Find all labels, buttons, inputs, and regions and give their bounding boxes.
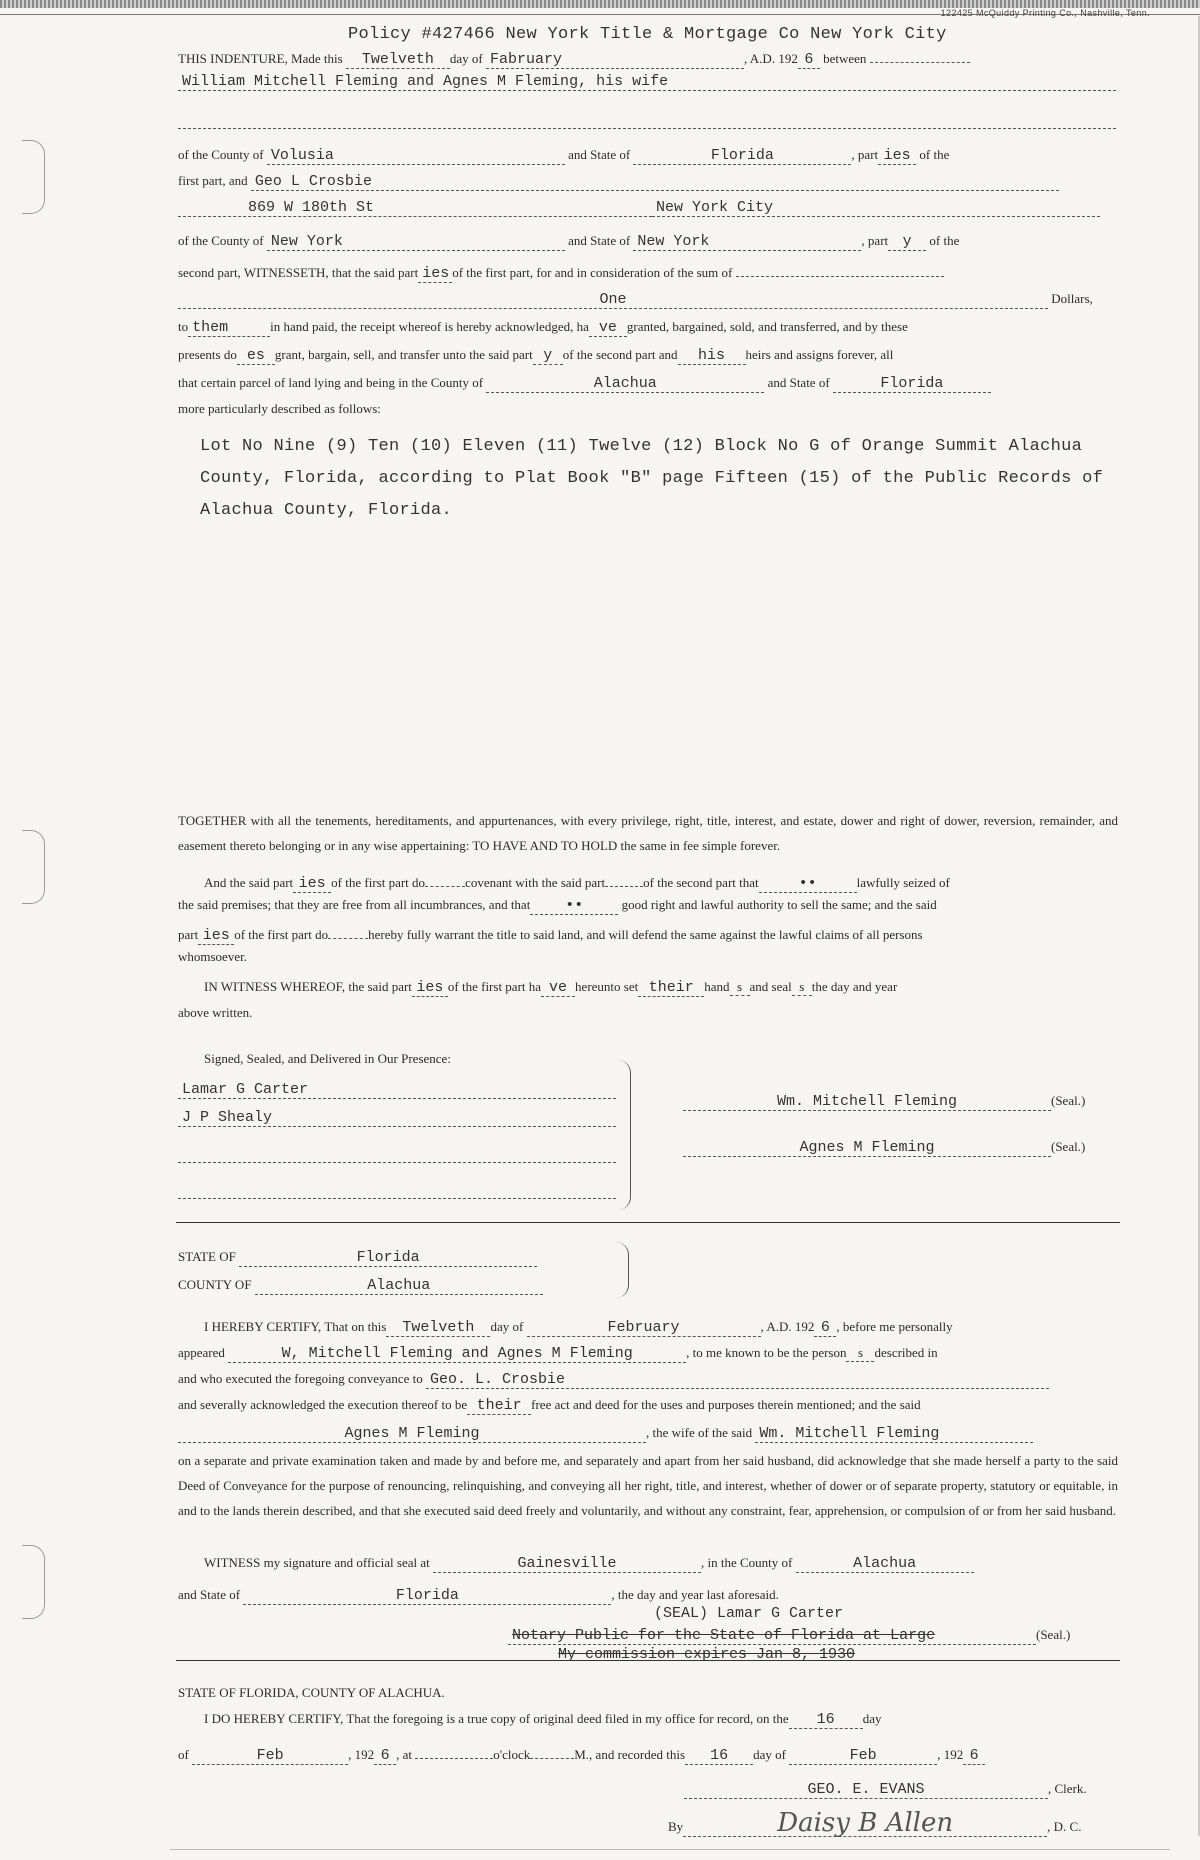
notary-seal-mark: (Seal.) <box>1036 1627 1071 1642</box>
meridian-blank <box>530 1742 574 1759</box>
filed-year-field: 6 <box>374 1748 396 1765</box>
ack-state2-field: Florida <box>243 1588 611 1605</box>
have-suffix-field: ve <box>589 320 627 337</box>
ack-county-field: Alachua <box>255 1278 543 1295</box>
grantor-county-line <box>178 146 1118 165</box>
grantor-state-field: Florida <box>633 148 851 165</box>
executed-to-label: and who executed the foregoing conveyance to <box>178 1371 423 1386</box>
clerk-line <box>684 1780 1118 1799</box>
together-clause: TOGETHER with all the tenements, hereditaments, and appurtenances, with every privilege, right, title, interest, and estate, dower and right of dower, reversion, remainder, and easement thereto belonging or in any wise appertaining: TO HAVE AND TO HOLD the same in fee simple forever. <box>178 813 1118 853</box>
hands-suffix: s <box>730 979 750 996</box>
parties-suffix-field: ies <box>418 266 452 283</box>
blank-line <box>178 112 1118 133</box>
covenant-parties-suffix: ies <box>293 876 331 893</box>
recording-date-line <box>178 1742 1118 1765</box>
separate-examination-text: on a separate and private examination taken and made by and before me, and separately and apart from her said husband, did acknowledge that she made herself a party to the said Deed of Conveyance for the purpose of renouncing, relinquishing, and conveying all her right, title, and interest, whether of dower or of separate property, statutory or equitable, in and to the lands therein described, and that she executed said deed freely and voluntarily, and without any constraint, fear, apprehension, or compulsion of or from her said husband. <box>178 1453 1118 1518</box>
day-year-label: the day and year <box>811 979 898 994</box>
free-act-label: free act and deed for the uses and purposes therein mentioned; and the said <box>531 1397 921 1412</box>
notary-title-line <box>508 1626 1118 1645</box>
recording-heading: STATE OF FLORIDA, COUNTY OF ALACHUA. <box>178 1685 445 1700</box>
heirs-text: heirs and assigns forever, all <box>745 347 894 362</box>
part-blank <box>605 870 643 887</box>
ack-day-field: Twelveth <box>386 1320 490 1337</box>
ack-county2-field: Alachua <box>796 1556 974 1573</box>
witness-parties-suffix: ies <box>412 980 448 997</box>
recorded-day-field: 16 <box>685 1748 753 1765</box>
ack-year-field: 6 <box>814 1320 836 1337</box>
hour-blank <box>415 1742 493 1759</box>
authority-blank: •• <box>530 898 618 915</box>
ack-ad-label: , A.D. 192 <box>760 1319 815 1334</box>
indenture-year-field: 6 <box>798 52 820 69</box>
grantee-city-field: New York City <box>652 200 1100 217</box>
signer-2-line <box>683 1138 1113 1157</box>
seals-suffix: s <box>792 979 812 996</box>
grantee-county-field: New York <box>267 234 565 251</box>
ack-day-of-label: day of <box>490 1319 524 1334</box>
grantee-county-line <box>178 232 1118 251</box>
consideration-blank <box>736 260 944 277</box>
presence-line: Signed, Sealed, and Delivered in Our Presence: <box>204 1051 451 1066</box>
ack-state2-line <box>178 1586 1118 1605</box>
ack-executed-line <box>178 1370 1118 1389</box>
commission-line: My commission expires Jan 8, 1930 <box>558 1646 856 1663</box>
grantor-names-field: William Mitchell Fleming and Agnes M Fleming, his wife <box>178 74 1116 91</box>
page-bottom-edge <box>170 1849 1170 1850</box>
filed-month-field: Feb <box>192 1748 348 1765</box>
witness-sig-label: WITNESS my signature and official seal at <box>204 1555 430 1570</box>
ack-witness-line <box>204 1554 1144 1573</box>
indenture-day-field: Twelveth <box>346 52 450 69</box>
part-label-2: , part <box>861 233 889 248</box>
seal-label: and seal <box>749 979 792 994</box>
recording-certify-label: I DO HEREBY CERTIFY, That the foregoing is a true copy of original deed filed in my office for record, on the <box>204 1711 789 1726</box>
notary-title-field: Notary Public for the State of Florida at Large <box>508 1628 1036 1645</box>
of-the-label: of the <box>919 147 950 162</box>
ack-wife-line <box>178 1424 1118 1443</box>
by-label: By <box>668 1819 684 1834</box>
first-part-label: first part, and <box>178 173 248 188</box>
hand-label: hand <box>704 979 730 994</box>
grantor-names-line <box>178 72 1118 91</box>
presents-line <box>178 346 1118 365</box>
whomsoever-line <box>178 948 1118 965</box>
between-label: between <box>823 51 867 66</box>
witnesseth-label: second part, WITNESSETH, that the said part <box>178 265 419 280</box>
recorded-label: M., and recorded this <box>574 1747 686 1762</box>
indenture-month-field: Fabruary <box>486 52 744 69</box>
premises-label: the said premises; that they are free from all incumbrances, and that <box>178 897 531 912</box>
part-prefix-label: part <box>178 927 199 942</box>
land-state-field: Florida <box>833 376 991 393</box>
hereunto-label: hereunto set <box>575 979 639 994</box>
notary-seal-line: (SEAL) Lamar G Carter <box>654 1605 844 1622</box>
covenant-line <box>204 870 1144 893</box>
seized-blank: •• <box>759 876 857 893</box>
grantee-state-field: New York <box>633 234 861 251</box>
ack-severally-line <box>178 1396 1118 1415</box>
legal-description-line: County, Florida, according to Plat Book "B" page Fifteen (15) of the Public Records of <box>200 469 1104 488</box>
deputy-line <box>668 1810 1118 1837</box>
ack-state-field: Florida <box>239 1250 537 1267</box>
policy-line: Policy #427466 New York Title & Mortgage Co New York City <box>348 25 947 44</box>
certify-label: I HEREBY CERTIFY, That on this <box>204 1319 387 1334</box>
at-label: , at <box>396 1747 412 1762</box>
and-state-label: and State of <box>178 1587 241 1602</box>
paid-to-line <box>178 318 1118 337</box>
warrant-do-blank <box>328 922 368 939</box>
above-written-line <box>178 1004 1118 1021</box>
recorded-day-of-label: day of <box>753 1747 786 1762</box>
paid-to-field: them <box>188 320 270 337</box>
witness-have-suffix: ve <box>541 980 575 997</box>
land-county-field: Alachua <box>486 376 764 393</box>
before-me-label: , before me personally <box>836 1319 953 1334</box>
husband-name-field: Wm. Mitchell Fleming <box>755 1426 1033 1443</box>
ack-county-label: COUNTY OF <box>178 1277 252 1292</box>
punch-hole-middle <box>22 830 45 904</box>
indenture-label: THIS INDENTURE, Made this <box>178 51 343 66</box>
signer-1-line <box>683 1092 1113 1111</box>
ack-certify-line <box>204 1318 1144 1337</box>
legal-description-line: Alachua County, Florida. <box>200 501 453 520</box>
granted-label: granted, bargained, sold, and transferred, and by these <box>626 319 908 334</box>
grantee-address-field: 869 W 180th St <box>178 200 652 217</box>
witness-blank <box>178 1146 616 1163</box>
county-label-2: of the County of <box>178 233 264 248</box>
ad-label: , A.D. 192 <box>744 51 798 66</box>
recorded-month-field: Feb <box>789 1748 937 1765</box>
parcel-line <box>178 374 1118 393</box>
appeared-label: appeared <box>178 1345 225 1360</box>
seal-mark: (Seal.) <box>1051 1093 1086 1108</box>
do-blank <box>425 870 465 887</box>
does-suffix-field: es <box>237 348 275 365</box>
grantor-county-field: Volusia <box>267 148 565 165</box>
ack-appeared-line <box>178 1344 1118 1363</box>
witness-signature: Lamar G Carter <box>178 1082 616 1099</box>
known-label: , to me known to be the person <box>686 1345 847 1360</box>
printer-imprint: 122425 McQuiddy Printing Co., Nashville, Tenn. <box>940 8 1150 18</box>
warrant-parties-suffix: ies <box>198 928 234 945</box>
clerk-name-field: GEO. E. EVANS <box>684 1782 1048 1799</box>
section-divider <box>176 1222 1120 1223</box>
described-line: more particularly described as follows: <box>178 401 381 416</box>
covenant-line-2 <box>178 896 1118 915</box>
above-written-label: above written. <box>178 1005 253 1020</box>
lawfully-label: lawfully seized of <box>856 875 950 890</box>
recorded-year-prefix: , 192 <box>937 1747 964 1762</box>
recorded-year-field: 6 <box>963 1748 985 1765</box>
oclock-label: o'clock <box>493 1747 531 1762</box>
ack-their-field: their <box>467 1398 531 1415</box>
persons-suffix: s <box>846 1345 874 1362</box>
warrant-text-1: hereby fully warrant the title to said land, and will defend the same against the lawful claims of all persons <box>368 927 923 942</box>
grantee-address-line <box>178 198 1118 217</box>
their-field: their <box>638 980 704 997</box>
ack-grantee-field: Geo. L. Crosbie <box>426 1372 1049 1389</box>
first-part-do-label: of the first part do <box>331 875 426 890</box>
ack-state-label: STATE OF <box>178 1249 236 1264</box>
punch-hole-bottom <box>22 1545 45 1619</box>
heirs-pronoun-field: his <box>678 348 746 365</box>
deputy-signature: Daisy B Allen <box>683 1810 1047 1837</box>
presents-label: presents do <box>178 347 237 362</box>
recording-certify-line <box>204 1710 1144 1729</box>
page-top-band <box>0 0 1200 8</box>
ack-month-field: February <box>527 1320 761 1337</box>
amount-field: One <box>178 292 1048 309</box>
witness-signature: J P Shealy <box>178 1110 616 1127</box>
land-state-label: and State of <box>767 375 830 390</box>
heirs-label: of the second part and <box>562 347 678 362</box>
state-label: and State of <box>568 147 631 162</box>
warrant-first-label: of the first part do <box>234 927 329 942</box>
county-label: of the County of <box>178 147 264 162</box>
day-year-last-label: , the day and year last aforesaid. <box>611 1587 779 1602</box>
grantor-parties-suffix: ies <box>878 148 916 165</box>
of-word-label: of <box>178 1747 189 1762</box>
witness-blank <box>178 1182 616 1199</box>
grantee-name-field: Geo L Crosbie <box>251 174 1059 191</box>
witness-whereof-line <box>204 978 1144 997</box>
punch-hole-top <box>22 140 45 214</box>
dollars-label: Dollars, <box>1051 291 1093 306</box>
second-part-that-label: of the second part that <box>643 875 759 890</box>
blank-field <box>178 112 1116 129</box>
indenture-line <box>178 46 1118 69</box>
grant-label: grant, bargain, sell, and transfer unto the said part <box>274 347 533 362</box>
severally-label: and severally acknowledged the execution thereof to be <box>178 1397 468 1412</box>
signature-bracket <box>618 1060 631 1210</box>
ack-bracket <box>616 1242 629 1298</box>
ack-state-line <box>178 1248 1118 1267</box>
grantee-line <box>178 172 1118 191</box>
clerk-label: , Clerk. <box>1048 1781 1087 1796</box>
legal-description-line: Lot No Nine (9) Ten (10) Eleven (11) Twelve (12) Block No G of Orange Summit Alachua <box>200 437 1083 456</box>
ack-county-line <box>178 1276 1118 1295</box>
to-label: to <box>178 319 189 334</box>
state-label-2: and State of <box>568 233 631 248</box>
described-in-label: described in <box>874 1345 938 1360</box>
wife-of-label: , the wife of the said <box>646 1425 753 1440</box>
signer-signature: Agnes M Fleming <box>683 1140 1051 1157</box>
warrant-line <box>178 922 1118 945</box>
day-of-label: day of <box>449 51 483 66</box>
in-county-label: , in the County of <box>701 1555 793 1570</box>
grantee-party-suffix: y <box>888 234 926 251</box>
witness-first-part-label: of the first part ha <box>447 979 542 994</box>
witness-label: IN WITNESS WHEREOF, the said part <box>204 979 412 994</box>
wife-name-field: Agnes M Fleming <box>178 1426 646 1443</box>
party-suffix-field: y <box>533 348 563 365</box>
amount-line <box>178 290 1118 309</box>
parcel-label: that certain parcel of land lying and being in the County of <box>178 375 484 390</box>
of-the-label-2: of the <box>929 233 960 248</box>
between-blank <box>870 46 970 63</box>
witnesseth-line <box>178 260 1118 283</box>
appeared-names-field: W, Mitchell Fleming and Agnes M Fleming <box>228 1346 686 1363</box>
seal-mark: (Seal.) <box>1051 1139 1086 1154</box>
dc-label: , D. C. <box>1047 1819 1082 1834</box>
witness-4-line <box>178 1182 1118 1203</box>
part-label: , part <box>851 147 879 162</box>
covenant-with-label: covenant with the said part <box>465 875 606 890</box>
whomsoever-label: whomsoever. <box>178 949 247 964</box>
signer-signature: Wm. Mitchell Fleming <box>683 1094 1051 1111</box>
authority-label: good right and lawful authority to sell the same; and the said <box>621 897 937 912</box>
consideration-label: of the first part, for and in consideration of the sum of <box>452 265 733 280</box>
covenant-label: And the said part <box>204 875 294 890</box>
filed-day-field: 16 <box>789 1712 863 1729</box>
section-divider-2 <box>176 1660 1120 1661</box>
receipt-label: in hand paid, the receipt whereof is hereby acknowledged, ha <box>270 319 589 334</box>
day-word-label: day <box>862 1711 882 1726</box>
ack-city-field: Gainesville <box>433 1556 701 1573</box>
year-prefix-label: , 192 <box>348 1747 375 1762</box>
